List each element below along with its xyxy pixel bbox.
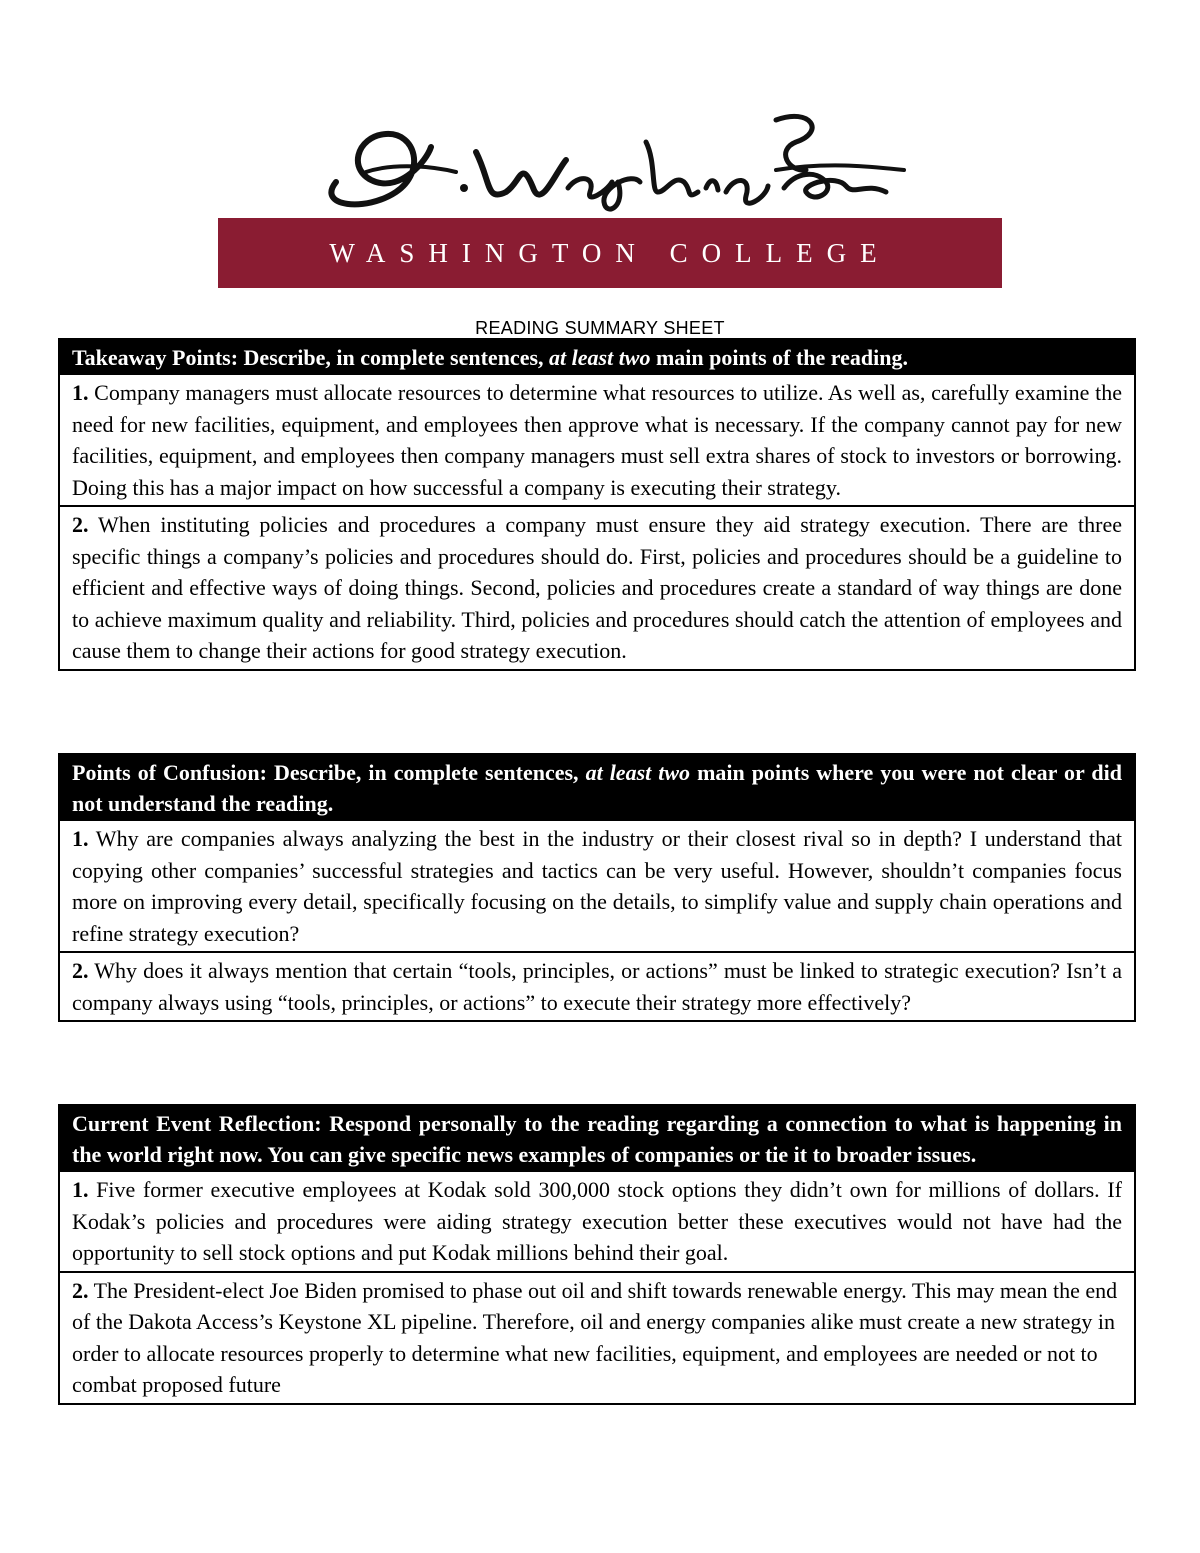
takeaway-header: Takeaway Points: Describe, in complete sentences, at least two main points of the reading.	[60, 340, 1134, 375]
logo-band-text: WASHINGTON COLLEGE	[329, 237, 891, 268]
current-event-item-2: 2. The President-elect Joe Biden promised to phase out oil and shift towards renewable energy. This may mean the end of the Dakota Access’s Keystone XL pipeline. Therefore, oil and energy companies alike must create a new strategy in order to allocate resources properly to determine what new facilities, equipment, and employees are needed or not to combat proposed future	[60, 1271, 1134, 1403]
signature-logo	[306, 112, 906, 222]
college-logo	[218, 112, 1002, 292]
current-event-item-1: 1. Five former executive employees at Kodak sold 300,000 stock options they didn’t own for millions of dollars. If Kodak’s policies and procedures were aiding strategy execution better these executives would not have had the opportunity to sell stock options and put Kodak millions behind their goal.	[72, 1177, 1122, 1265]
current-event-header: Current Event Reflection: Respond personally to the reading regarding a connection to what is happening in the world right now. You can give specific news examples of companies or tie it to broader issues.	[60, 1106, 1134, 1172]
current-event-section	[58, 1104, 1136, 1405]
takeaway-section	[58, 338, 1136, 671]
takeaway-item-1: 1. Company managers must allocate resources to determine what resources to utilize. As well as, carefully examine the need for new facilities, equipment, and employees then approve what is necessary. If the company cannot pay for new facilities, equipment, and employees then company managers must sell extra shares of stock to investors or borrowing. Doing this has a major impact on how successful a company is executing their strategy.	[72, 380, 1122, 500]
takeaway-item-2: 2. When instituting policies and procedures a company must ensure they aid strategy execution. There are three specific things a company’s policies and procedures should do. First, policies and procedures should be a guideline to efficient and effective ways of doing things. Second, policies and procedures create a standard of way things are done to achieve maximum quality and reliability. Third, policies and procedures should catch the attention of employees and cause them to change their actions for good strategy execution.	[60, 505, 1134, 669]
confusion-header: Points of Confusion: Describe, in complete sentences, at least two main points where you were not clear or did not understand the reading.	[60, 755, 1134, 821]
logo-band	[218, 218, 1002, 288]
confusion-item-1: 1. Why are companies always analyzing the best in the industry or their closest rival so in depth? I understand that copying other companies’ successful strategies and tactics can be very useful. However, shouldn’t companies focus more on improving every detail, specifically focusing on the details, to simplify value and supply chain operations and refine strategy execution?	[72, 826, 1122, 946]
confusion-section	[58, 753, 1136, 1022]
confusion-item-2: 2. Why does it always mention that certain “tools, principles, or actions” must be linked to strategic execution? Isn’t a company always using “tools, principles, or actions” to execute their strategy more effectively?	[60, 951, 1134, 1020]
sheet-title: READING SUMMARY SHEET	[475, 318, 725, 338]
